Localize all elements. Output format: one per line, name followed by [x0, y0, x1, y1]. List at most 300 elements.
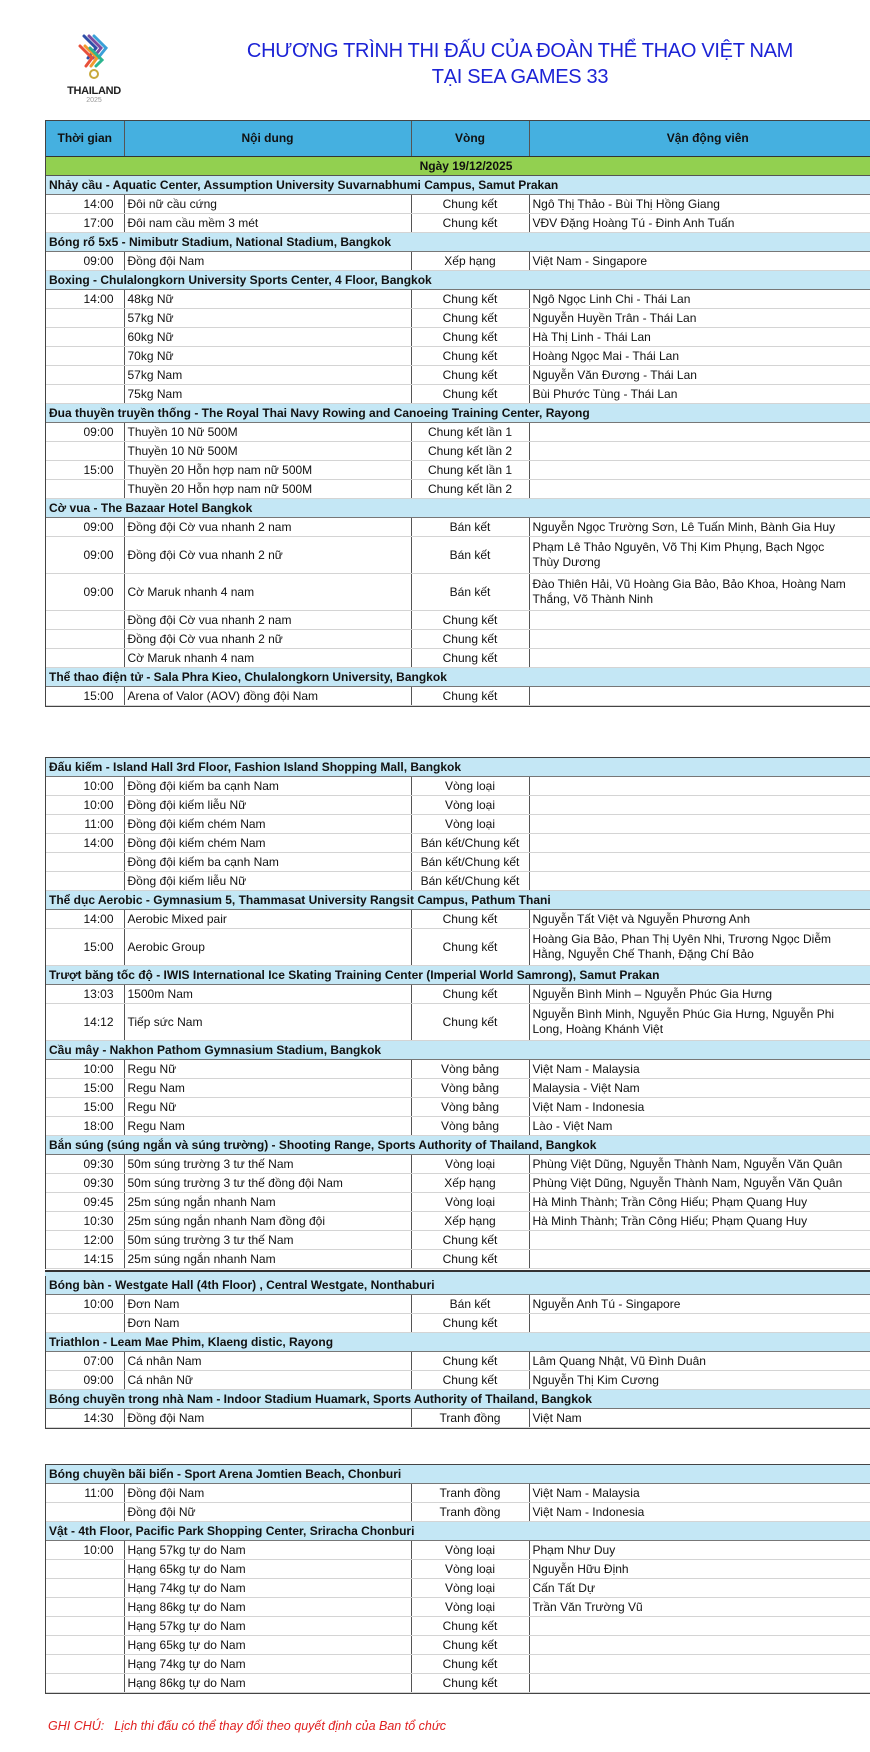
cell-event: Aerobic Mixed pair: [124, 910, 411, 929]
cell-athletes: Nguyễn Hữu Định: [529, 1560, 870, 1579]
cell-round: Chung kết lần 1: [411, 423, 529, 442]
cell-round: Chung kết: [411, 195, 529, 214]
cell-athletes: [529, 461, 870, 480]
cell-time: [46, 385, 124, 404]
cell-athletes: Việt Nam - Indonesia: [529, 1098, 870, 1117]
cell-athletes: Ngô Thị Thảo - Bùi Thị Hồng Giang: [529, 195, 870, 214]
cell-event: Đơn Nam: [124, 1295, 411, 1314]
cell-athletes: VĐV Đặng Hoàng Tú - Đinh Anh Tuấn: [529, 214, 870, 233]
venue-section-row: [46, 499, 870, 518]
cell-athletes: Nguyễn Thị Kim Cương: [529, 1371, 870, 1390]
cell-round: Chung kết lần 2: [411, 442, 529, 461]
venue-title: Bắn súng (súng ngắn và súng trường) - Shooting Range, Sports Authority of Thailand, Bangkok: [46, 1136, 870, 1155]
table-row: [46, 214, 870, 233]
cell-athletes: Nguyễn Bình Minh – Nguyễn Phúc Gia Hưng: [529, 985, 870, 1004]
table-row: [46, 480, 870, 499]
cell-time: 09:00: [46, 252, 124, 271]
table-row: [46, 872, 870, 891]
cell-time: [46, 442, 124, 461]
schedule-table: [46, 1465, 870, 1693]
cell-event: Đồng đội kiếm ba cạnh Nam: [124, 777, 411, 796]
cell-round: Bán kết: [411, 518, 529, 537]
cell-event: Đồng đội Cờ vua nhanh 2 nam: [124, 611, 411, 630]
cell-round: Vòng loại: [411, 796, 529, 815]
cell-round: Chung kết: [411, 366, 529, 385]
cell-round: Chung kết: [411, 687, 529, 706]
cell-round: Chung kết: [411, 1617, 529, 1636]
cell-round: Bán kết/Chung kết: [411, 872, 529, 891]
cell-round: Vòng bảng: [411, 1060, 529, 1079]
cell-athletes: Phùng Việt Dũng, Nguyễn Thành Nam, Nguyễn Văn Quân: [529, 1155, 870, 1174]
cell-event: 50m súng trường 3 tư thế Nam: [124, 1155, 411, 1174]
cell-round: Chung kết: [411, 385, 529, 404]
venue-section-row: [46, 176, 870, 195]
cell-event: Đồng đội kiếm chém Nam: [124, 834, 411, 853]
cell-athletes: [529, 480, 870, 499]
cell-athletes: [529, 1617, 870, 1636]
footnote-text: Lịch thi đấu có thể thay đổi theo quyết định của Ban tổ chức: [114, 1719, 447, 1733]
cell-event: Thuyền 10 Nữ 500M: [124, 442, 411, 461]
cell-time: [46, 309, 124, 328]
cell-round: Xếp hạng: [411, 1212, 529, 1231]
cell-event: Regu Nữ: [124, 1098, 411, 1117]
venue-section-row: [46, 1390, 870, 1409]
cell-athletes: [529, 796, 870, 815]
table-row: [46, 1484, 870, 1503]
cell-round: Chung kết: [411, 214, 529, 233]
cell-time: 14:00: [46, 910, 124, 929]
cell-athletes: Lâm Quang Nhật, Vũ Đình Duân: [529, 1352, 870, 1371]
cell-round: Chung kết: [411, 347, 529, 366]
table-row: [46, 1503, 870, 1522]
cell-round: Chung kết: [411, 1674, 529, 1693]
cell-time: [46, 872, 124, 891]
table-row: [46, 1541, 870, 1560]
cell-event: Hạng 65kg tự do Nam: [124, 1636, 411, 1655]
cell-event: 25m súng ngắn nhanh Nam: [124, 1250, 411, 1269]
venue-title: Bóng chuyền bãi biển - Sport Arena Jomtien Beach, Chonburi: [46, 1465, 870, 1484]
table-row: [46, 1371, 870, 1390]
cell-athletes: [529, 1314, 870, 1333]
venue-title: Bóng chuyền trong nhà Nam - Indoor Stadium Huamark, Sports Authority of Thailand, Bangkok: [46, 1390, 870, 1409]
venue-title: Triathlon - Leam Mae Phim, Klaeng distic, Rayong: [46, 1333, 870, 1352]
table-row: [46, 687, 870, 706]
cell-round: Vòng loại: [411, 1560, 529, 1579]
cell-event: Đồng đội Nam: [124, 252, 411, 271]
footnote-label: GHI CHÚ:: [48, 1719, 105, 1733]
cell-event: Cá nhân Nam: [124, 1352, 411, 1371]
venue-title: Bóng rổ 5x5 - Nimibutr Stadium, National Stadium, Bangkok: [46, 233, 870, 252]
cell-event: Hạng 86kg tự do Nam: [124, 1598, 411, 1617]
cell-athletes: Hà Minh Thành; Trần Công Hiếu; Phạm Quang Huy: [529, 1193, 870, 1212]
schedule-table-part-3: [45, 1276, 870, 1429]
date-row: [46, 157, 870, 176]
schedule-table: [46, 1276, 870, 1428]
cell-round: Bán kết: [411, 1295, 529, 1314]
table-row: [46, 518, 870, 537]
cell-time: 10:00: [46, 1541, 124, 1560]
cell-time: 14:00: [46, 290, 124, 309]
venue-title: Thể dục Aerobic - Gymnasium 5, Thammasat University Rangsit Campus, Pathum Thani: [46, 891, 870, 910]
table-header-row: [46, 121, 870, 157]
schedule-table-part-4: [45, 1464, 870, 1694]
cell-athletes: Đào Thiên Hải, Vũ Hoàng Gia Bảo, Bảo Khoa, Hoàng Nam Thắng, Võ Thành Ninh: [529, 574, 870, 611]
cell-round: Chung kết: [411, 1250, 529, 1269]
cell-athletes: Hoàng Gia Bảo, Phan Thị Uyên Nhi, Trương Ngọc Diễm Hằng, Nguyễn Chế Thanh, Đặng Chí Bảo: [529, 929, 870, 966]
cell-round: Bán kết/Chung kết: [411, 853, 529, 872]
logo-text: THAILAND: [67, 85, 121, 97]
sea-games-logo: [58, 32, 130, 104]
table-row: [46, 347, 870, 366]
schedule-table: [46, 758, 870, 1269]
cell-athletes: Việt Nam - Indonesia: [529, 1503, 870, 1522]
cell-time: 09:00: [46, 574, 124, 611]
cell-event: Thuyền 10 Nữ 500M: [124, 423, 411, 442]
cell-time: [46, 1617, 124, 1636]
cell-event: Arena of Valor (AOV) đồng đội Nam: [124, 687, 411, 706]
cell-time: [46, 1674, 124, 1693]
cell-time: 10:00: [46, 1060, 124, 1079]
cell-event: Đôi nam cầu mềm 3 mét: [124, 214, 411, 233]
cell-athletes: Nguyễn Văn Đương - Thái Lan: [529, 366, 870, 385]
cell-time: 09:00: [46, 518, 124, 537]
venue-section-row: [46, 1041, 870, 1060]
cell-athletes: Lào - Việt Nam: [529, 1117, 870, 1136]
cell-event: 25m súng ngắn nhanh Nam: [124, 1193, 411, 1212]
cell-round: Bán kết/Chung kết: [411, 834, 529, 853]
cell-event: Cờ Maruk nhanh 4 nam: [124, 649, 411, 668]
table-row: [46, 1560, 870, 1579]
cell-event: Regu Nam: [124, 1117, 411, 1136]
cell-round: Chung kết lần 2: [411, 480, 529, 499]
cell-round: Chung kết: [411, 1655, 529, 1674]
column-header-time: Thời gian: [46, 121, 124, 157]
cell-athletes: Việt Nam - Singapore: [529, 252, 870, 271]
cell-athletes: Việt Nam - Malaysia: [529, 1060, 870, 1079]
cell-event: 48kg Nữ: [124, 290, 411, 309]
cell-time: [46, 1598, 124, 1617]
cell-athletes: [529, 1250, 870, 1269]
cell-event: Đồng đội Cờ vua nhanh 2 nữ: [124, 537, 411, 574]
cell-time: 14:15: [46, 1250, 124, 1269]
cell-round: Xếp hạng: [411, 1174, 529, 1193]
cell-athletes: [529, 687, 870, 706]
venue-title: Vật - 4th Floor, Pacific Park Shopping Center, Sriracha Chonburi: [46, 1522, 870, 1541]
cell-time: 15:00: [46, 461, 124, 480]
cell-round: Chung kết: [411, 910, 529, 929]
title-line-1: CHƯƠNG TRÌNH THI ĐẤU CỦA ĐOÀN THỂ THAO VIỆT NAM: [246, 40, 794, 62]
cell-athletes: [529, 1231, 870, 1250]
cell-time: [46, 347, 124, 366]
cell-event: Đồng đội kiếm chém Nam: [124, 815, 411, 834]
venue-title: Boxing - Chulalongkorn University Sports Center, 4 Floor, Bangkok: [46, 271, 870, 290]
table-row: [46, 910, 870, 929]
cell-event: 57kg Nữ: [124, 309, 411, 328]
cell-athletes: Việt Nam: [529, 1409, 870, 1428]
table-row: [46, 1598, 870, 1617]
cell-event: Hạng 57kg tự do Nam: [124, 1541, 411, 1560]
cell-time: 07:00: [46, 1352, 124, 1371]
cell-event: 70kg Nữ: [124, 347, 411, 366]
table-row: [46, 1352, 870, 1371]
cell-round: Vòng loại: [411, 1579, 529, 1598]
table-row: [46, 649, 870, 668]
cell-event: Hạng 65kg tự do Nam: [124, 1560, 411, 1579]
table-row: [46, 853, 870, 872]
cell-athletes: [529, 423, 870, 442]
cell-round: Chung kết: [411, 1314, 529, 1333]
cell-time: 09:30: [46, 1155, 124, 1174]
venue-section-row: [46, 1276, 870, 1295]
cell-round: Tranh đồng: [411, 1409, 529, 1428]
cell-time: 15:00: [46, 687, 124, 706]
venue-section-row: [46, 1522, 870, 1541]
cell-round: Vòng loại: [411, 777, 529, 796]
table-row: [46, 815, 870, 834]
cell-time: [46, 630, 124, 649]
cell-time: 09:00: [46, 423, 124, 442]
cell-event: 60kg Nữ: [124, 328, 411, 347]
cell-round: Tranh đồng: [411, 1484, 529, 1503]
cell-round: Chung kết: [411, 611, 529, 630]
cell-round: Vòng bảng: [411, 1117, 529, 1136]
cell-time: [46, 1503, 124, 1522]
table-row: [46, 1004, 870, 1041]
table-row: [46, 1060, 870, 1079]
table-row: [46, 1174, 870, 1193]
table-row: [46, 290, 870, 309]
cell-athletes: [529, 1636, 870, 1655]
cell-time: [46, 853, 124, 872]
cell-athletes: Phùng Việt Dũng, Nguyễn Thành Nam, Nguyễn Văn Quân: [529, 1174, 870, 1193]
cell-event: 57kg Nam: [124, 366, 411, 385]
cell-athletes: Hà Minh Thành; Trần Công Hiếu; Phạm Quang Huy: [529, 1212, 870, 1231]
cell-round: Vòng bảng: [411, 1098, 529, 1117]
venue-title: Thể thao điện tử - Sala Phra Kieo, Chulalongkorn University, Bangkok: [46, 668, 870, 687]
table-row: [46, 611, 870, 630]
cell-athletes: Malaysia - Việt Nam: [529, 1079, 870, 1098]
cell-round: Vòng loại: [411, 1541, 529, 1560]
cell-time: [46, 1579, 124, 1598]
cell-time: 15:00: [46, 1079, 124, 1098]
table-row: [46, 1079, 870, 1098]
cell-event: Đồng đội Cờ vua nhanh 2 nữ: [124, 630, 411, 649]
cell-time: 15:00: [46, 1098, 124, 1117]
cell-time: 14:00: [46, 834, 124, 853]
cell-round: Bán kết: [411, 537, 529, 574]
column-header-event: Nội dung: [124, 121, 411, 157]
cell-athletes: [529, 834, 870, 853]
page-title: [150, 38, 870, 90]
table-row: [46, 1155, 870, 1174]
table-row: [46, 309, 870, 328]
venue-section-row: [46, 758, 870, 777]
cell-round: Chung kết: [411, 929, 529, 966]
cell-athletes: [529, 815, 870, 834]
cell-time: 10:00: [46, 777, 124, 796]
table-row: [46, 1098, 870, 1117]
table-row: [46, 1674, 870, 1693]
cell-round: Chung kết: [411, 1636, 529, 1655]
sea-games-emblem-icon: [74, 32, 114, 80]
table-row: [46, 929, 870, 966]
cell-event: Thuyền 20 Hỗn hợp nam nữ 500M: [124, 461, 411, 480]
cell-event: Đồng đội Nam: [124, 1484, 411, 1503]
table-row: [46, 1193, 870, 1212]
cell-time: [46, 1560, 124, 1579]
venue-section-row: [46, 891, 870, 910]
table-row: [46, 461, 870, 480]
cell-athletes: [529, 1674, 870, 1693]
cell-round: Vòng loại: [411, 1193, 529, 1212]
cell-event: Regu Nữ: [124, 1060, 411, 1079]
cell-athletes: Trần Văn Trường Vũ: [529, 1598, 870, 1617]
venue-title: Trượt băng tốc độ - IWIS International Ice Skating Training Center (Imperial World Samrong), Samut Prakan: [46, 966, 870, 985]
cell-athletes: Phạm Lê Thảo Nguyên, Võ Thị Kim Phụng, Bạch Ngọc Thùy Dương: [529, 537, 870, 574]
cell-time: [46, 366, 124, 385]
table-row: [46, 985, 870, 1004]
cell-round: Chung kết: [411, 649, 529, 668]
cell-athletes: Phạm Như Duy: [529, 1541, 870, 1560]
cell-time: 11:00: [46, 1484, 124, 1503]
table-row: [46, 1409, 870, 1428]
cell-event: Đồng đội kiếm liễu Nữ: [124, 796, 411, 815]
cell-event: Đồng đội kiếm ba cạnh Nam: [124, 853, 411, 872]
cell-time: [46, 480, 124, 499]
cell-event: Thuyền 20 Hỗn hợp nam nữ 500M: [124, 480, 411, 499]
cell-time: 10:00: [46, 1295, 124, 1314]
cell-event: Đồng đội Cờ vua nhanh 2 nam: [124, 518, 411, 537]
table-row: [46, 1295, 870, 1314]
venue-title: Đấu kiếm - Island Hall 3rd Floor, Fashion Island Shopping Mall, Bangkok: [46, 758, 870, 777]
cell-time: 10:30: [46, 1212, 124, 1231]
table-row: [46, 574, 870, 611]
cell-time: [46, 328, 124, 347]
cell-time: 18:00: [46, 1117, 124, 1136]
cell-time: [46, 611, 124, 630]
table-row: [46, 777, 870, 796]
cell-event: 75kg Nam: [124, 385, 411, 404]
cell-athletes: Nguyễn Ngọc Trường Sơn, Lê Tuấn Minh, Bành Gia Huy: [529, 518, 870, 537]
cell-athletes: Hà Thị Linh - Thái Lan: [529, 328, 870, 347]
table-row: [46, 1231, 870, 1250]
cell-athletes: Hoàng Ngọc Mai - Thái Lan: [529, 347, 870, 366]
cell-time: [46, 1314, 124, 1333]
venue-title: Cờ vua - The Bazaar Hotel Bangkok: [46, 499, 870, 518]
cell-round: Vòng loại: [411, 1598, 529, 1617]
cell-event: Hạng 86kg tự do Nam: [124, 1674, 411, 1693]
cell-time: 10:00: [46, 796, 124, 815]
cell-round: Chung kết: [411, 1352, 529, 1371]
cell-athletes: [529, 1655, 870, 1674]
schedule-table-part-1: [45, 120, 870, 707]
cell-event: Hạng 74kg tự do Nam: [124, 1579, 411, 1598]
table-row: [46, 366, 870, 385]
venue-section-row: [46, 404, 870, 423]
table-row: [46, 1636, 870, 1655]
cell-athletes: [529, 630, 870, 649]
cell-event: Regu Nam: [124, 1079, 411, 1098]
table-row: [46, 1117, 870, 1136]
cell-athletes: [529, 777, 870, 796]
table-row: [46, 385, 870, 404]
footnote: [48, 1719, 456, 1733]
cell-time: 17:00: [46, 214, 124, 233]
table-row: [46, 328, 870, 347]
cell-round: Chung kết: [411, 309, 529, 328]
cell-event: Cờ Maruk nhanh 4 nam: [124, 574, 411, 611]
cell-event: Đồng đội Nữ: [124, 1503, 411, 1522]
venue-title: Cầu mây - Nakhon Pathom Gymnasium Stadium, Bangkok: [46, 1041, 870, 1060]
cell-round: Vòng loại: [411, 815, 529, 834]
cell-athletes: Việt Nam - Malaysia: [529, 1484, 870, 1503]
cell-time: 09:00: [46, 537, 124, 574]
cell-time: 09:30: [46, 1174, 124, 1193]
table-row: [46, 796, 870, 815]
table-row: [46, 1314, 870, 1333]
table-row: [46, 1250, 870, 1269]
cell-time: [46, 1655, 124, 1674]
cell-round: Chung kết: [411, 985, 529, 1004]
cell-athletes: [529, 649, 870, 668]
cell-round: Tranh đồng: [411, 1503, 529, 1522]
cell-event: Đơn Nam: [124, 1314, 411, 1333]
venue-section-row: [46, 233, 870, 252]
cell-event: Hạng 74kg tự do Nam: [124, 1655, 411, 1674]
cell-time: 14:12: [46, 1004, 124, 1041]
cell-athletes: Ngô Ngọc Linh Chi - Thái Lan: [529, 290, 870, 309]
venue-section-row: [46, 271, 870, 290]
venue-section-row: [46, 1465, 870, 1484]
table-row: [46, 1579, 870, 1598]
cell-athletes: [529, 442, 870, 461]
table-row: [46, 537, 870, 574]
cell-event: Đồng đội kiếm liễu Nữ: [124, 872, 411, 891]
cell-athletes: Nguyễn Huyền Trân - Thái Lan: [529, 309, 870, 328]
venue-section-row: [46, 1333, 870, 1352]
cell-athletes: Bùi Phước Tùng - Thái Lan: [529, 385, 870, 404]
cell-event: Đồng đội Nam: [124, 1409, 411, 1428]
cell-athletes: [529, 853, 870, 872]
cell-event: Aerobic Group: [124, 929, 411, 966]
cell-time: 09:45: [46, 1193, 124, 1212]
cell-round: Chung kết: [411, 630, 529, 649]
cell-event: 1500m Nam: [124, 985, 411, 1004]
table-row: [46, 195, 870, 214]
cell-athletes: Nguyễn Bình Minh, Nguyễn Phúc Gia Hưng, Nguyễn Phi Long, Hoàng Khánh Việt: [529, 1004, 870, 1041]
logo-year: 2025: [86, 97, 102, 104]
cell-time: 09:00: [46, 1371, 124, 1390]
venue-section-row: [46, 1136, 870, 1155]
cell-round: Chung kết: [411, 1004, 529, 1041]
table-row: [46, 423, 870, 442]
cell-round: Chung kết: [411, 328, 529, 347]
cell-round: Chung kết: [411, 1371, 529, 1390]
table-row: [46, 834, 870, 853]
cell-round: Vòng bảng: [411, 1079, 529, 1098]
title-line-2: TẠI SEA GAMES 33: [431, 66, 609, 88]
cell-event: Cá nhân Nữ: [124, 1371, 411, 1390]
cell-athletes: Nguyễn Tất Việt và Nguyễn Phương Anh: [529, 910, 870, 929]
cell-athletes: [529, 872, 870, 891]
table-row: [46, 252, 870, 271]
cell-time: 14:30: [46, 1409, 124, 1428]
cell-event: Hạng 57kg tự do Nam: [124, 1617, 411, 1636]
cell-time: 12:00: [46, 1231, 124, 1250]
cell-athletes: Cấn Tất Dự: [529, 1579, 870, 1598]
cell-time: 13:03: [46, 985, 124, 1004]
cell-round: Vòng loại: [411, 1155, 529, 1174]
